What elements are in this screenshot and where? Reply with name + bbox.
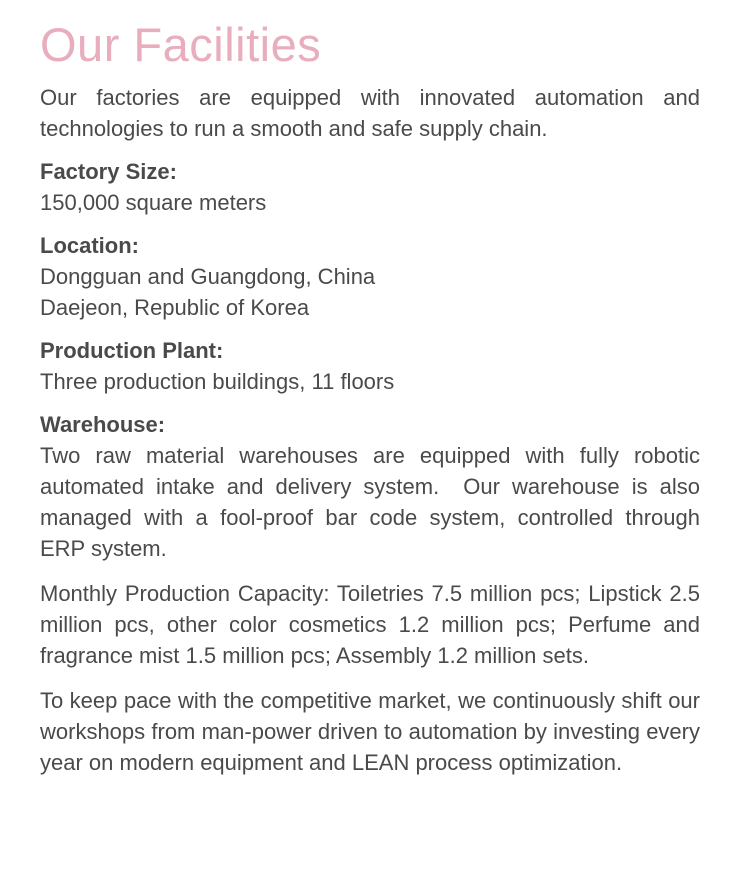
intro-paragraph: Our factories are equipped with innovated automation and technologies to run a smooth and safe supply chain.	[40, 85, 700, 141]
warehouse-description: Two raw material warehouses are equipped with fully robotic automated intake and delivery system. Our warehouse is also managed with a fool-proof bar code system, controlled through ERP system.	[40, 443, 707, 561]
warehouse-label: Warehouse:	[40, 412, 166, 437]
closing-section	[40, 685, 700, 778]
production-plant-value: Three production buildings, 11 floors	[40, 369, 395, 394]
location-label: Location:	[40, 233, 139, 258]
location-section	[40, 230, 700, 323]
factory-size-label: Factory Size:	[40, 159, 177, 184]
facilities-page	[40, 16, 707, 778]
location-china: Dongguan and Guangdong, China	[40, 264, 376, 289]
capacity-paragraph: Monthly Production Capacity: Toiletries 7.5 million pcs; Lipstick 2.5 million pcs, other color cosmetics 1.2 million pcs; Perfume and fragrance mist 1.5 million pcs; Assembly 1.2 million sets.	[40, 581, 700, 668]
capacity-section	[40, 578, 700, 671]
factory-size-section	[40, 156, 700, 218]
production-plant-label: Production Plant:	[40, 338, 224, 363]
closing-paragraph: To keep pace with the competitive market, we continuously shift our workshops from man-power driven to automation by investing every year on modern equipment and LEAN process optimization.	[40, 688, 700, 775]
factory-size-value: 150,000 square meters	[40, 190, 267, 215]
production-plant-section	[40, 335, 700, 397]
page-title: Our Facilities	[40, 18, 322, 71]
location-korea: Daejeon, Republic of Korea	[40, 295, 310, 320]
warehouse-section	[40, 409, 707, 564]
